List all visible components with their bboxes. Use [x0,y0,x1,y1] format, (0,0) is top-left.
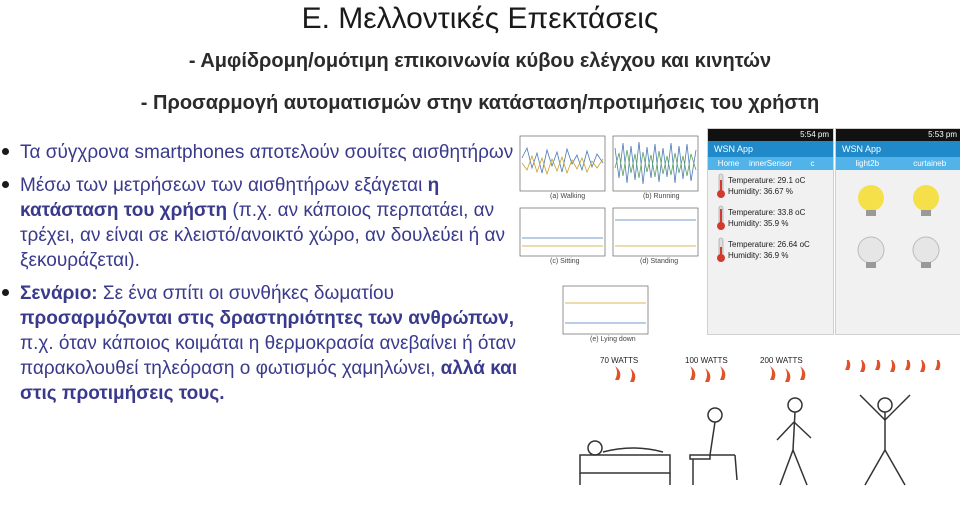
caption-standing: (d) Standing [640,258,679,265]
flame-icon [860,360,865,372]
flame-icon [845,360,850,370]
bullet-smartphones-text: Τα σύγχρονα smartphones αποτελούν σουίτες αισθητήρων [20,142,514,163]
thermometer-icon [714,172,728,200]
plot-sitting [520,208,605,256]
flame-icon [690,366,695,380]
flame-icon [920,360,925,372]
bulb-on-icon[interactable] [858,185,884,211]
sensor-row [708,202,833,234]
flame-icon [875,360,880,370]
bullet-scenario [0,281,520,406]
bullet-user-state-bold: η κατάσταση του χρήστη [20,175,440,221]
temperature-reading: Temperature: 33.8 oC [728,208,806,217]
sitting-person-icon [690,408,737,485]
tab-light2b[interactable]: light2b [855,159,880,168]
app-bar: WSN App [836,141,960,157]
plot-walking [520,136,605,191]
bulb-base [921,210,931,216]
humidity-reading: Humidity: 35.9 % [728,219,789,228]
figure-area [515,128,960,515]
walking-signal [522,148,603,173]
temperature-reading: Temperature: 26.64 oC [728,240,810,249]
activity-illustration [515,360,960,515]
light-bulbs [836,170,960,330]
heat-flame-icons [615,360,940,382]
bulb-base [866,210,876,216]
subtitle-communication: - Αμφίδρομη/ομότιμη επικοινωνία κύβου ελέγχου και κινητών [188,50,772,72]
bullet-list [0,140,520,414]
tab-inner-sensor[interactable]: innerSensor [748,159,793,168]
temperature-reading: Temperature: 29.1 oC [728,176,806,185]
flame-icon [615,366,620,380]
bullet-user-state-text2: (π.χ. αν κάποιος περπατάει, αν τρέχει, αν είναι σε κλειστό/ανοικτό χώρο, αν δουλεύει ή αν ξεκουράζεται). [20,200,506,271]
bullet-scenario-text1: Σε ένα σπίτι οι συνθήκες δωματίου [97,283,394,304]
phone-sensor-app [707,128,834,335]
status-bar: 5:54 pm [708,129,833,141]
humidity-reading: Humidity: 36.9 % [728,251,789,260]
flame-icon [770,366,775,380]
sleeping-person-icon [580,441,670,485]
subtitle-adaptation: - Προσαρμογή αυτοματισμών στην κατάσταση/προτιμήσεις του χρήστη [140,92,820,114]
bulb-base [866,262,876,268]
flame-icon [705,368,710,382]
plot-standing [613,208,698,256]
flame-icon [785,368,790,382]
bullet-user-state [0,173,520,273]
bullet-smartphones [0,140,520,165]
bulb-base [921,262,931,268]
watts-sitting: 100 WATTS [685,356,728,365]
bullet-dot-icon [2,289,9,296]
tab-curtaineb[interactable]: curtaineb [913,159,947,168]
plot-running [613,136,698,191]
caption-lying: (e) Lying down [590,336,636,343]
tab-home[interactable]: Home [717,159,740,168]
bullet-user-state-text1: Μέσω των μετρήσεων των αισθητήρων εξάγεται [20,175,428,196]
flame-icon [905,360,910,370]
sensor-row [708,234,833,266]
flame-icon [935,360,940,370]
thermometer-icon [714,236,728,264]
tab-c[interactable]: c [810,159,815,168]
caption-sitting: (c) Sitting [550,258,580,265]
watts-sleeping: 70 WATTS [600,356,639,365]
tab-bar [708,157,833,170]
caption-walking: (a) Walking [550,193,586,200]
slide-title: Ε. Μελλοντικές Επεκτάσεις [301,2,659,35]
flame-icon [890,360,895,372]
bullet-dot-icon [2,181,9,188]
bullet-scenario-bold: προσαρμόζονται στις δραστηριότητες των ανθρώπων, [20,308,514,329]
bullet-scenario-text2: π.χ. όταν κάποιος κοιμάται η θερμοκρασία ανεβαίνει ή όταν παρακολουθεί τηλεόραση ο φωτισμός χαμηλώνει, [20,333,516,379]
phone-light-app [835,128,960,335]
tab-bar [836,157,960,170]
humidity-reading: Humidity: 36.67 % [728,187,793,196]
status-bar: 5:53 pm [836,129,960,141]
flame-icon [630,368,635,382]
app-bar: WSN App [708,141,833,157]
flame-icon [800,366,805,380]
thermometer-icon [714,204,728,232]
flame-icon [720,366,725,380]
walking-person-icon [777,398,811,485]
plot-lying [563,286,648,334]
bullet-dot-icon [2,148,9,155]
running-signal [615,142,696,184]
bulb-off-icon[interactable] [858,237,884,263]
bullet-scenario-bold2: αλλά και στις προτιμήσεις τους. [20,358,518,404]
bullet-scenario-label: Σενάριο: [20,283,98,304]
bulb-off-icon[interactable] [913,237,939,263]
caption-running: (b) Running [643,193,680,200]
bulb-on-icon[interactable] [913,185,939,211]
sensor-row [708,170,833,202]
watts-walking: 200 WATTS [760,356,803,365]
exercising-person-icon [860,395,910,485]
